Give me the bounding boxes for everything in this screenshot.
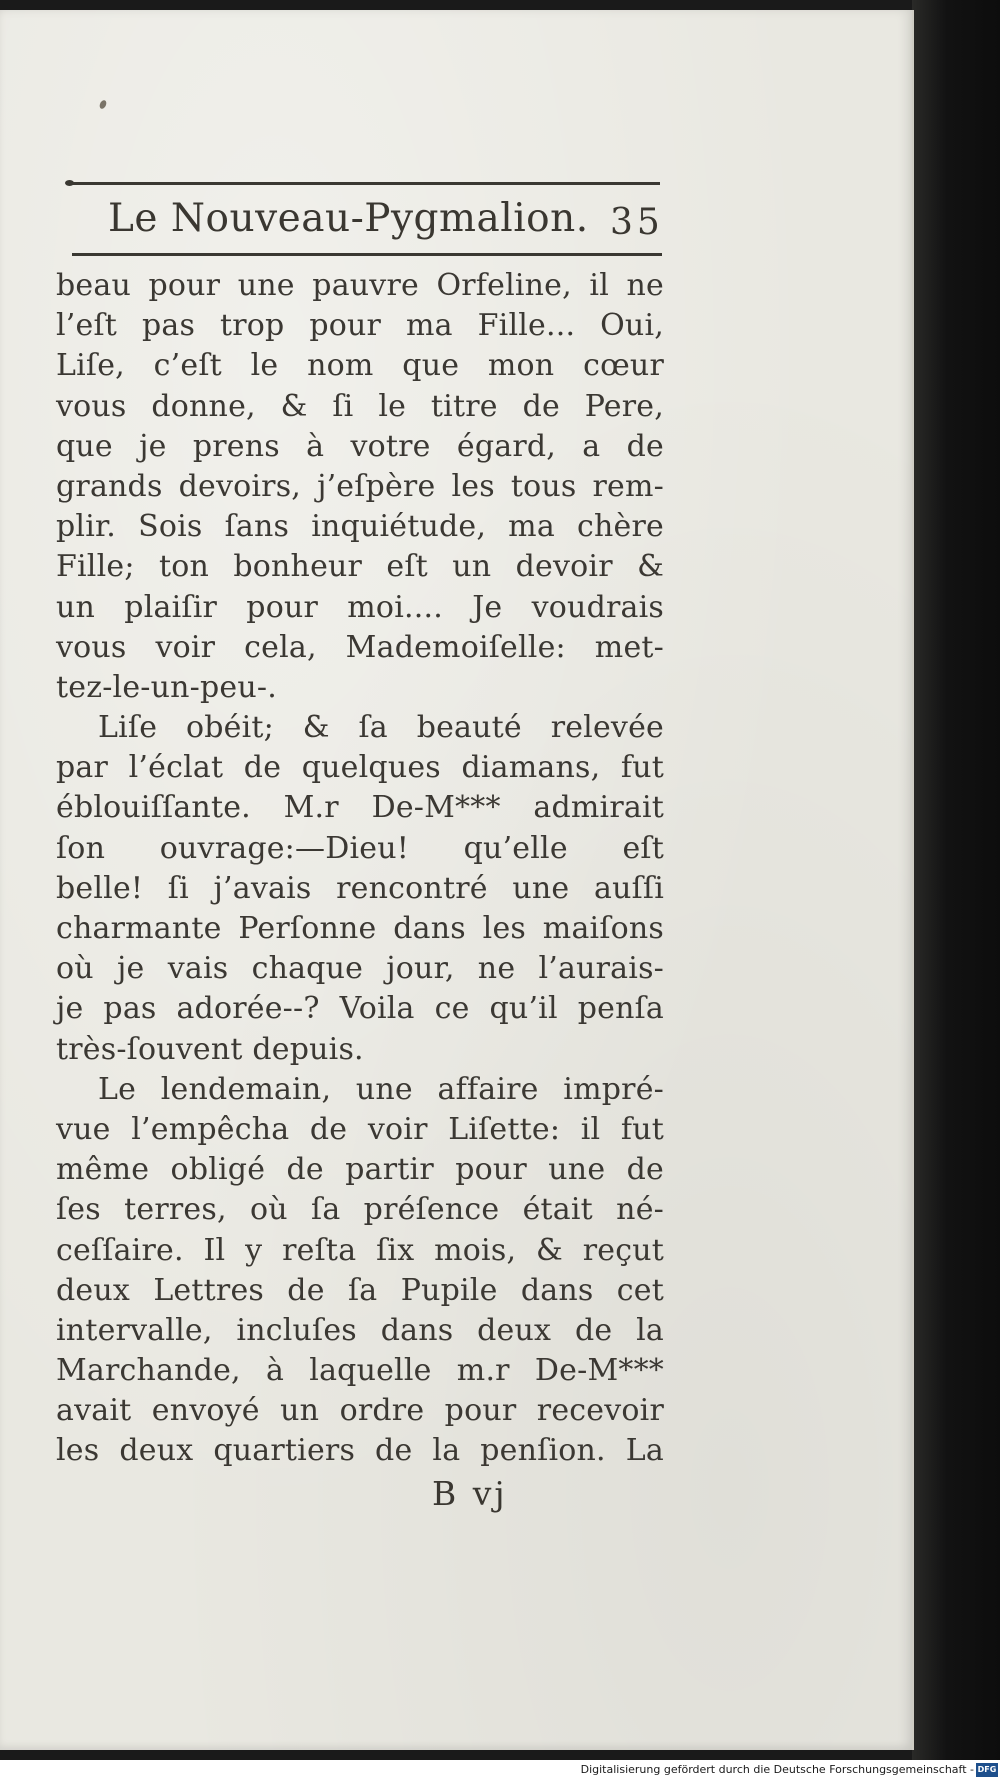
book-edge xyxy=(912,0,1000,1760)
text-line: vue l’empêcha de voir Liſette: il fut xyxy=(56,1111,664,1147)
text-line: éblouiſſante. M.r De-M*** admirait xyxy=(56,790,664,826)
text-line: un plaiſir pour moi.... Je voudrais xyxy=(56,589,664,625)
text-line: je pas adorée--? Voila ce qu’il penſa xyxy=(56,991,664,1027)
signature-mark: B vj xyxy=(432,1474,508,1513)
text-line: Marchande, à laquelle m.r De-M*** xyxy=(56,1353,664,1389)
text-line: charmante Perſonne dans les maiſons xyxy=(56,911,664,946)
text-line: grands devoirs, j’eſpère les tous rem- xyxy=(56,468,664,504)
text-line: très-ſouvent depuis. xyxy=(56,1031,364,1067)
text-line: ceſſaire. Il y reſta ſix mois, & reçut xyxy=(56,1232,664,1268)
header-rule-top xyxy=(68,182,660,185)
text-line: vous voir cela, Mademoiſelle: met- xyxy=(56,629,664,665)
text-line: plir. Sois ſans inquiétude, ma chère xyxy=(56,509,664,545)
text-line: l’eſt pas trop pour ma Fille... Oui, xyxy=(56,308,664,344)
text-line: deux Lettres de ſa Pupile dans cet xyxy=(56,1272,664,1308)
text-line: beau pour une pauvre Orfeline, il ne xyxy=(56,268,664,303)
text-line: Liſe, c’eſt le nom que mon cœur xyxy=(56,348,664,384)
book-page xyxy=(0,10,914,1750)
body-text xyxy=(56,266,664,1472)
text-line: belle! ſi j’avais rencontré une auſſi xyxy=(56,870,664,906)
text-line: les deux quartiers de la penſion. La xyxy=(56,1433,664,1469)
text-line: ſon ouvrage:—Dieu! qu’elle eſt xyxy=(56,830,664,866)
funding-note: Digitalisierung gefördert durch die Deutsche Forschungsgemeinschaft - xyxy=(580,1763,974,1776)
text-line: vous donne, & ſi le titre de Pere, xyxy=(56,388,664,424)
text-line: même obligé de partir pour une de xyxy=(56,1152,664,1188)
text-line: intervalle, incluſes dans deux de la xyxy=(56,1312,664,1348)
running-title: Le Nouveau-Pygmalion. xyxy=(108,196,589,241)
text-line: avait envoyé un ordre pour recevoir xyxy=(56,1393,664,1429)
header-rule-bottom xyxy=(72,253,662,256)
text-line: que je prens à votre égard, a de xyxy=(56,428,664,464)
text-line-paragraph-start: Le lendemain, une affaire impré- xyxy=(98,1071,664,1107)
text-line: ſes terres, où ſa préſence était né- xyxy=(56,1192,664,1228)
digitization-footer xyxy=(0,1760,1000,1782)
text-line: par l’éclat de quelques diamans, fut xyxy=(56,750,664,786)
ink-spot xyxy=(98,99,107,110)
text-line: où je vais chaque jour, ne l’aurais- xyxy=(56,951,664,987)
text-line-paragraph-start: Liſe obéit; & ſa beauté relevée xyxy=(98,710,664,746)
text-line: Fille; ton bonheur eſt un devoir & xyxy=(56,549,664,585)
dfg-logo: DFG xyxy=(976,1763,998,1777)
text-line: tez-le-un-peu-. xyxy=(56,669,277,705)
page-number: 35 xyxy=(610,202,664,243)
